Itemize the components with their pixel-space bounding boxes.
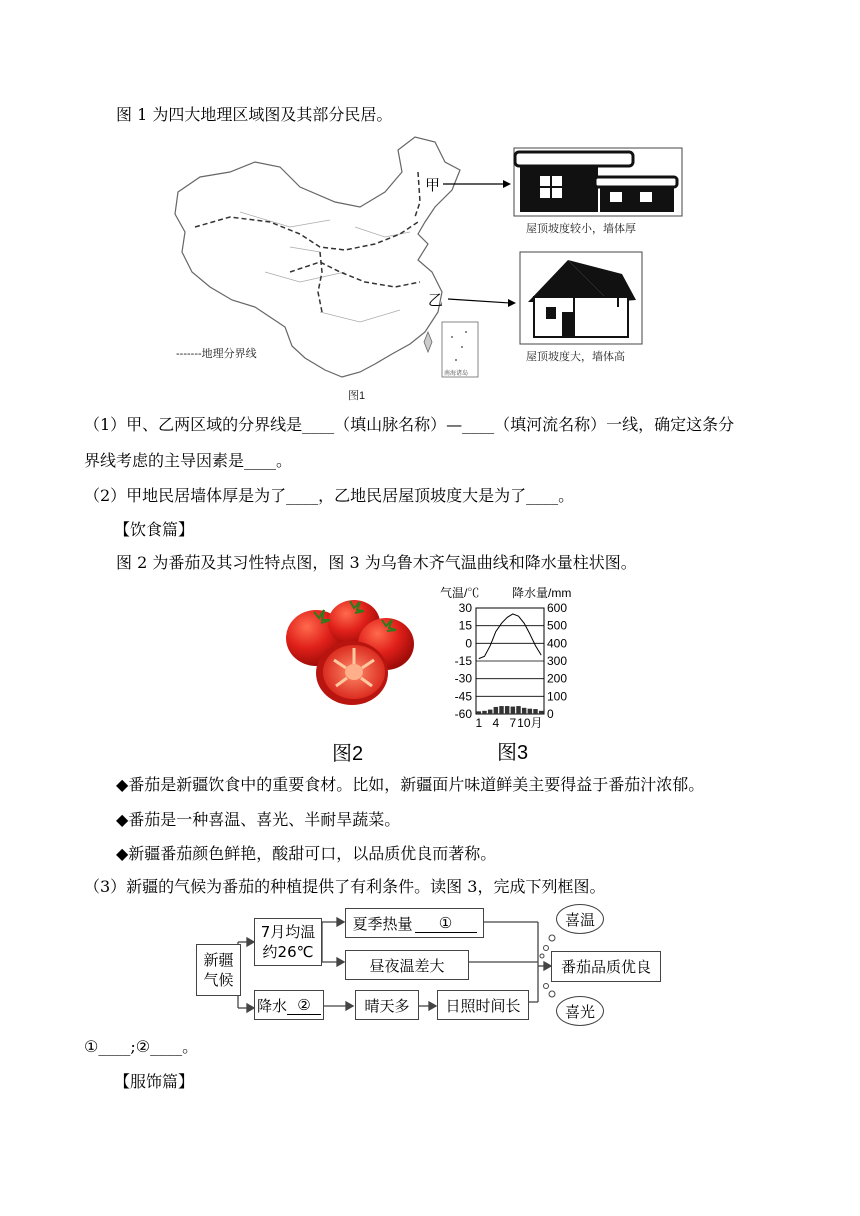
section-food-heading: 【饮食篇】 [114, 520, 195, 539]
arrow-yi [448, 299, 510, 303]
chart-right-tick: 300 [547, 654, 568, 668]
bullet-1: ◆番茄是新疆饮食中的重要食材。比如，新疆面片味道鲜美主要得益于番茄汁浓郁。 [116, 775, 705, 794]
flow-precip-label: 降水 [256, 996, 287, 1015]
chart-x-tick: 4 [492, 716, 500, 730]
chart-right-tick: 500 [547, 618, 568, 633]
chart-right-tick: 400 [547, 636, 568, 651]
figure-3-caption: 图3 [497, 742, 529, 764]
flow-xinjiang-line2: 气候 [203, 971, 234, 989]
chart-right-tick: 600 [547, 601, 568, 615]
chart-precip-bar [511, 707, 515, 714]
flow-sunshine: 日照时间长 [437, 990, 529, 1020]
flow-blank-1: ① [415, 914, 477, 933]
chart-precip-bar [522, 708, 526, 714]
house-jia-caption: 屋顶坡度较小，墙体厚 [526, 223, 636, 235]
chart-x-tick: 10月 [517, 716, 543, 730]
chart-precip-bar [516, 706, 520, 714]
figure-1 [170, 132, 700, 404]
boundary-line-1 [195, 217, 418, 250]
chart-right-tick: 200 [547, 671, 568, 686]
section-clothing-heading: 【服饰篇】 [114, 1072, 195, 1091]
boundary-line-4 [415, 172, 420, 217]
chart-precip-bar [533, 709, 537, 714]
flow-precip [254, 990, 324, 1020]
chart-precip-bar [528, 709, 532, 714]
chart-precip-bar [499, 706, 503, 714]
chart-right-tick: 100 [547, 689, 568, 704]
house-yi-caption: 屋顶坡度大，墙体高 [526, 351, 625, 363]
chart-right-tick: 0 [547, 707, 554, 721]
flow-summer-heat-label: 夏季热量 [352, 914, 413, 933]
question-1-line-1: （1）甲、乙两区域的分界线是____（填山脉名称）—____（填河流名称）一线，确定这条分 [84, 415, 735, 434]
chart-left-tick: -15 [454, 654, 472, 668]
flow-july-temp-line2: 约26℃ [262, 943, 314, 961]
figure-1-caption: 图1 [348, 390, 366, 402]
intro-fig2-fig3: 图 2 为番茄及其习性特点图，图 3 为乌鲁木齐气温曲线和降水量柱状图。 [116, 553, 637, 572]
flow-blank-2: ② [287, 996, 321, 1015]
flow-summer-heat [345, 908, 484, 938]
intro-fig1: 图 1 为四大地理区域图及其部分民居。 [116, 105, 393, 124]
chart-left-axis-label: 气温/℃ [440, 586, 480, 600]
flow-quality: 番茄品质优良 [551, 951, 661, 982]
chart-x-tick: 1 [475, 716, 483, 730]
flow-day-night: 昼夜温差大 [345, 950, 469, 980]
question-3: （3）新疆的气候为番茄的种植提供了有利条件。读图 3，完成下列框图。 [84, 877, 606, 896]
figure-3-climate-chart [440, 584, 590, 730]
chart-precip-bar [539, 711, 543, 714]
flow-warm-bubble: 喜温 [556, 904, 604, 934]
figure-2-caption: 图2 [332, 743, 364, 765]
label-yi: 乙 [428, 292, 444, 309]
answer-line: ①____;②____。 [84, 1037, 199, 1056]
flow-light-bubble: 喜光 [556, 996, 604, 1026]
flow-sunny: 晴天多 [355, 990, 419, 1020]
figure-2-tomatoes [284, 598, 420, 708]
chart-left-tick: 30 [458, 601, 472, 615]
china-outline [175, 137, 460, 377]
chart-left-tick: -30 [454, 671, 472, 686]
chart-precip-bar [482, 711, 486, 714]
flow-xinjiang-climate [196, 944, 241, 996]
chart-precip-bar [505, 706, 509, 714]
flow-july-temp [254, 918, 322, 966]
bullet-3: ◆新疆番茄颜色鲜艳，酸甜可口，以品质优良而著称。 [116, 844, 497, 863]
chart-left-tick: -60 [454, 707, 472, 721]
chart-right-axis-label: 降水量/mm [512, 586, 572, 600]
chart-x-tick: 7 [509, 716, 517, 730]
chart-temperature-line [479, 614, 541, 659]
chart-left-tick: 15 [458, 618, 472, 633]
flow-xinjiang-line1: 新疆 [203, 951, 234, 969]
legend-boundary: -------地理分界线 [176, 348, 257, 360]
bullet-2: ◆番茄是一种喜温、喜光、半耐旱蔬菜。 [116, 810, 401, 829]
chart-left-tick: 0 [465, 636, 472, 651]
label-jia: 甲 [425, 177, 441, 194]
boundary-line-2 [290, 262, 420, 287]
question-2: （2）甲地民居墙体厚是为了____，乙地民居屋顶坡度大是为了____。 [84, 486, 575, 505]
chart-left-tick: -45 [454, 689, 472, 704]
flow-july-temp-line1: 7月均温 [260, 923, 316, 941]
inset-label: 南海诸岛 [444, 371, 469, 377]
chart-precip-bar [494, 707, 498, 714]
inset-frame [442, 322, 478, 377]
question-1-line-2: 界线考虑的主导因素是____。 [84, 451, 293, 470]
chart-precip-bar [477, 711, 481, 714]
chart-precip-bar [488, 710, 492, 714]
boundary-line-3 [318, 252, 322, 312]
